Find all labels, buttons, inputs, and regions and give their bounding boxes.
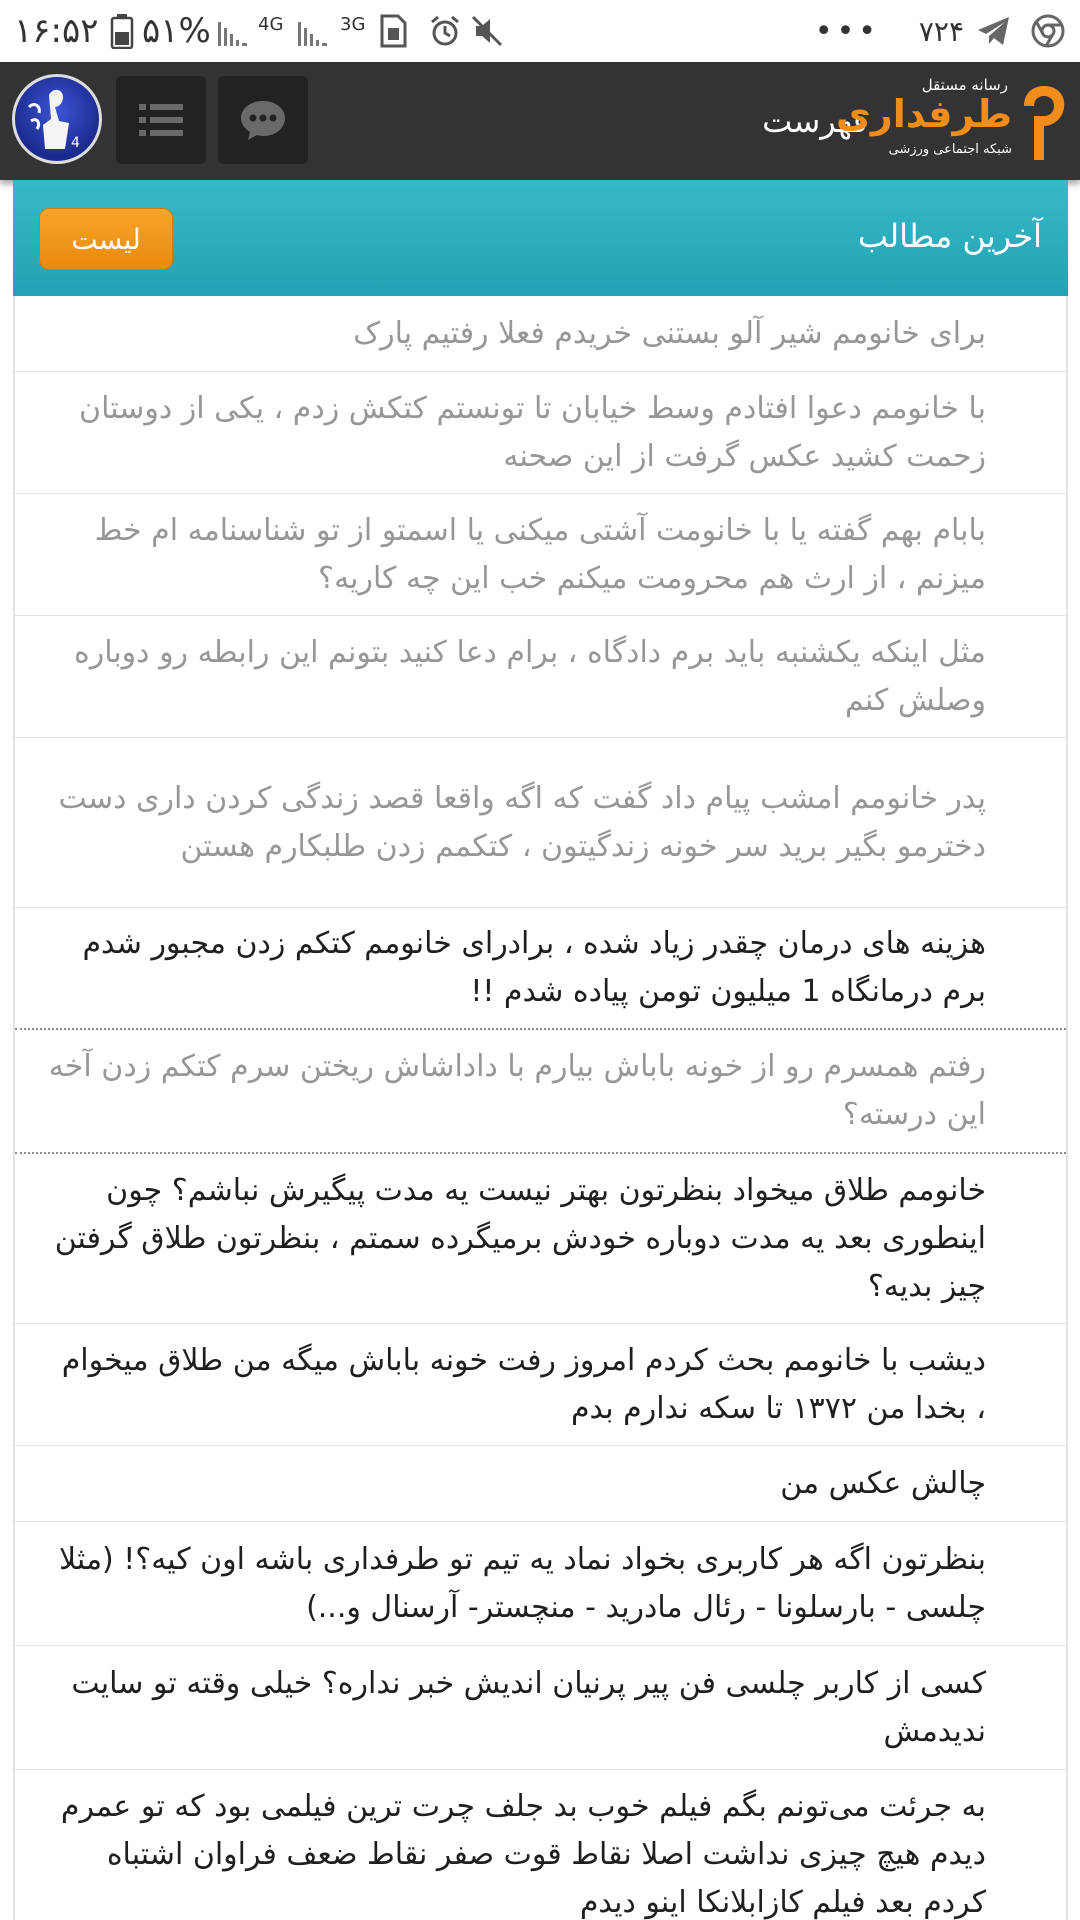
post-item[interactable] bbox=[15, 494, 1066, 616]
network-4g-label: 4G bbox=[258, 14, 284, 35]
post-title: دیشب با خانومم بحث کردم امروز رفت خونه باباش میگه من طلاق میخوام ، بخدا من ۱۳۷۲ تا سکه ندارم بدم bbox=[61, 1342, 986, 1426]
section-title: آخرین مطالب bbox=[857, 217, 1042, 255]
more-notifications: ••• bbox=[814, 13, 880, 49]
logo-name: طرفداری bbox=[836, 92, 1012, 136]
alarm-icon bbox=[428, 0, 462, 62]
post-title: مثل اینکه یکشنبه باید برم دادگاه ، برام دعا کنید بتونم این رابطه رو دوباره وصلش کنم bbox=[73, 634, 986, 718]
post-item[interactable] bbox=[15, 1030, 1066, 1154]
post-title: چالش عکس من bbox=[780, 1465, 986, 1501]
post-title: بابام بهم گفته یا با خانومت آشتی میکنی یا اسمتو از تو شناسنامه ام خط میزنم ، از ارث هم محرومت میکنم خب این چه کاریه؟ bbox=[94, 512, 986, 596]
status-bar bbox=[0, 0, 1080, 62]
latest-posts-header bbox=[13, 180, 1068, 296]
battery-icon bbox=[110, 0, 134, 62]
post-item[interactable] bbox=[15, 1522, 1066, 1646]
post-title: کسی از کاربر چلسی فن پیر پرنیان اندیش خبر نداره؟ خیلی وقته تو سایت ندیدمش bbox=[71, 1665, 986, 1749]
post-item[interactable] bbox=[15, 1770, 1066, 1920]
network-3g-label: 3G bbox=[340, 14, 366, 35]
post-title: بنظرتون اگه هر کاربری بخواد نماد یه تیم تو طرفداری باشه اون کیه؟! (مثلا چلسی - بارسلونا - رئال مادرید - منچستر- آرسنال و...) bbox=[58, 1541, 986, 1625]
post-item[interactable] bbox=[15, 908, 1066, 1030]
status-time: ۱۶:۵۲ bbox=[14, 11, 99, 51]
list-icon bbox=[137, 100, 185, 140]
user-avatar[interactable] bbox=[12, 74, 102, 164]
post-title: پدر خانومم امشب پیام داد گفت که اگه واقعا قصد زندگی کردن داری دست دخترمو بگیر برید سر خونه زندگیتون ، کتکمم زدن طلبکارم هستن bbox=[58, 780, 986, 864]
post-title: خانومم طلاق میخواد بنظرتون بهتر نیست یه مدت پیگیرش نباشم؟ چون اینطوری بعد یه مدت دوباره خودش برمیگرده سمتم ، بنظرتون طلاق گرفتن چیز بدیه؟ bbox=[54, 1172, 986, 1304]
svg-text:4: 4 bbox=[71, 135, 80, 151]
signal-icon bbox=[296, 0, 330, 62]
chrome-icon bbox=[1030, 0, 1066, 62]
post-item[interactable] bbox=[15, 1324, 1066, 1446]
post-item[interactable] bbox=[15, 1154, 1066, 1324]
logo-tagline: رسانه مستقل bbox=[921, 76, 1008, 94]
app-header bbox=[0, 62, 1080, 180]
site-logo[interactable] bbox=[836, 70, 1070, 170]
battery-percent: ۵۱% bbox=[142, 11, 211, 51]
post-item[interactable] bbox=[15, 1446, 1066, 1522]
list-button[interactable]: لیست bbox=[39, 208, 173, 270]
post-item[interactable] bbox=[15, 616, 1066, 738]
post-title: با خانومم دعوا افتادم وسط خیابان تا تونستم کتکش زدم ، یکی از دوستان زحمت کشید عکس گرفت از این صحنه bbox=[79, 390, 986, 474]
post-item[interactable] bbox=[15, 738, 1066, 908]
logo-subtitle: شبکه اجتماعی ورزشی bbox=[888, 142, 1012, 157]
post-title: به جرئت می‌تونم بگم فیلم خوب بد جلف چرت ترین فیلمی بود که تو عمرم دیدم هیچ چیزی نداشت اصلا نقاط قوت صفر نقاط ضعف فراوان اشتباه کردم بعد فیلم کازابلانکا اینو دیدم bbox=[60, 1789, 986, 1920]
post-title: رفتم همسرم رو از خونه باباش بیارم با داداشاش ریختن سرم کتکم زدن آخه این درسته؟ bbox=[48, 1049, 986, 1132]
post-item[interactable] bbox=[15, 1646, 1066, 1770]
logo-mark-icon bbox=[1014, 80, 1070, 166]
mute-icon bbox=[470, 0, 504, 62]
posts-list bbox=[13, 296, 1068, 1920]
notification-count: ۷۲۴ bbox=[918, 14, 964, 48]
telegram-icon bbox=[976, 0, 1012, 62]
post-title: هزینه های درمان چقدر زیاد شده ، برادرای خانومم کتکم زدن مجبور شدم برم درمانگاه 1 میلیون تومن پیاده شدم !! bbox=[82, 926, 986, 1009]
post-title: برای خانومم شیر آلو بستنی خریدم فعلا رفتیم پارک bbox=[353, 315, 986, 351]
post-item[interactable] bbox=[15, 372, 1066, 494]
post-item[interactable] bbox=[15, 296, 1066, 372]
menu-link[interactable]: فهرست bbox=[762, 102, 868, 140]
chat-button[interactable] bbox=[218, 76, 308, 164]
chat-bubble-icon bbox=[238, 98, 288, 142]
sim-card-icon bbox=[378, 0, 408, 62]
signal-icon bbox=[216, 0, 250, 62]
hamburger-menu-button[interactable] bbox=[116, 76, 206, 164]
